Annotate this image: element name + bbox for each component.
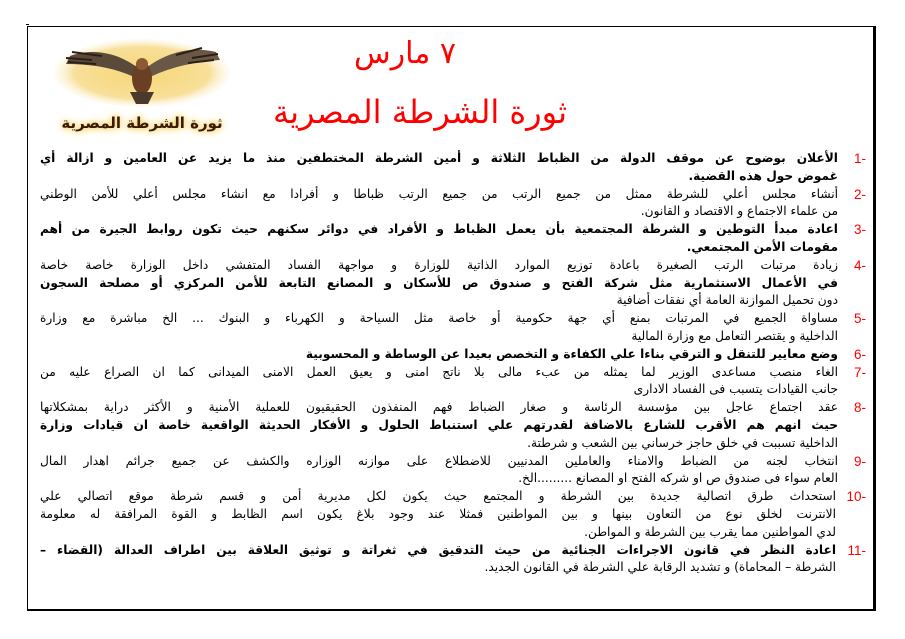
item-text xyxy=(40,542,836,578)
item-line: الغاء منصب مساعدى الوزير لما يمثله من عبء مالى بلا ناتج امنى و يعيق العمل الامنى الميدانى كما ان الصراع عليه من xyxy=(40,364,838,379)
item-line: الأعلان بوضوح عن موقف الدولة من الظباط الثلاثة و أمين الشرطة المختطفين منذ ما يزيد عن العامين و ازالة أي xyxy=(40,151,838,165)
list-item xyxy=(40,542,866,578)
list-item xyxy=(40,399,866,452)
frame-corner-mark xyxy=(26,24,29,25)
item-text xyxy=(40,221,838,257)
item-text xyxy=(40,364,838,400)
item-line: العام سواء فى صندوق ص او شركه الفتح او المصانع .........الخ. xyxy=(518,471,838,486)
item-text xyxy=(40,186,838,222)
item-line: أنشاء مجلس أعلي للشرطة ممثل من جميع الرتب من جميع الرتب ظباطا و أفرادا مع انشاء مجلس أعلي للأمن الوطني xyxy=(40,186,838,201)
item-number: 3- xyxy=(853,222,866,238)
item-line: جانب القيادات يتسبب فى الفساد الادارى xyxy=(633,382,838,397)
list-item xyxy=(40,488,866,541)
item-line: مقومات الأمن المجتمعي. xyxy=(686,239,838,254)
item-line: الشرطة – المحاماة) و تشديد الرقابة علي الشرطة في القانون الجديد. xyxy=(484,560,836,575)
item-text xyxy=(40,150,838,186)
list-item xyxy=(40,257,866,310)
list-item xyxy=(40,221,866,257)
list-item xyxy=(40,346,866,364)
item-line: في الأعمال الاستثمارية مثل شركة الفتح و صندوق ص للأسكان و المصانع التابعة للأمن المركزي أو مصلحة السجون xyxy=(40,275,838,290)
item-text xyxy=(40,346,838,364)
demands-list xyxy=(40,150,866,577)
item-number: 10- xyxy=(846,489,866,505)
item-line: لدي المواطنين مما يقرب بين الشرطة و المواطن. xyxy=(584,524,836,539)
date-title: ٧ مارس xyxy=(354,36,456,71)
item-line: من علماء الاجتماع و الاقتصاد و القانون. xyxy=(640,204,838,219)
item-text xyxy=(40,453,838,489)
item-text xyxy=(40,310,838,346)
item-line: حيث انهم هم الأقرب للشارع بالاضافة لقدرتهم علي استنباط الحلول و الأفكار الحديثة الواقعية خاصة ان قيادات وزارة xyxy=(40,417,838,432)
item-line: اعادة مبدأ التوطين و الشرطة المجتمعية بأن يعمل الظباط و الأفراد في دوائر سكنهم حيث تكون روابط الجيرة من أهم xyxy=(40,222,838,237)
item-number: 2- xyxy=(853,186,866,202)
list-item xyxy=(40,186,866,222)
item-text xyxy=(40,399,838,452)
item-line: الانترنت لخلق نوع من التعاون بينها و بين المواطنين فمثلا عند وجود بلاغ يكون اسم الظابط و القوة المرافقة له معلومة xyxy=(40,506,836,521)
item-line: زيادة مرتبات الرتب الصغيرة باعادة توزيع الموارد الذاتية للوزارة و مواجهة الفساد المتفشي داخل الوزارة خاصة خاصة xyxy=(40,257,838,272)
item-line: مساواة الجميع في المرتبات بمنع أي جهة حكومية أو خاصة مثل السياحة و الكهرباء و البنوك ... الخ مباشرة مع وزارة xyxy=(40,311,838,326)
item-text xyxy=(40,488,836,541)
list-item xyxy=(40,310,866,346)
list-item xyxy=(40,364,866,400)
item-line: عقد اجتماع عاجل بين مؤسسة الرئاسة و صغار الضباط فهم المنفذون الحقيقيون للعملية الأمنية و الأكثر دراية بمشكلاتها xyxy=(40,400,838,415)
item-line: وضع معايير للتنقل و الترقي بناءا علي الكفاءة و التخصص بعيدا عن الوساطة و المحسوبية xyxy=(305,346,838,361)
item-number: 9- xyxy=(853,453,866,469)
list-item xyxy=(40,453,866,489)
logo xyxy=(52,38,232,138)
item-number: 7- xyxy=(853,364,866,380)
item-line: دون تحميل الموازنة العامة أي نفقات أضافية xyxy=(616,293,838,308)
item-line: الداخلية و يقتصر التعامل مع وزارة المالية xyxy=(631,328,838,343)
item-line: انتخاب لجنه من الضباط والامناء والعاملين المدنيين للاضطلاع على موازنه الوزاره والكشف عن جميع جرائم اهدار المال xyxy=(40,453,838,468)
item-number: 8- xyxy=(853,400,866,416)
item-line: استحداث طرق اتصالية جديدة بين الشرطة و المجتمع حيث يكون لكل مديرية أمن و قسم شرطة موقع اتصالي علي xyxy=(40,489,836,504)
item-number: 5- xyxy=(853,311,866,327)
list-item xyxy=(40,150,866,186)
item-number: 1- xyxy=(853,151,866,166)
main-title: ثورة الشرطة المصرية xyxy=(272,93,568,131)
item-line: اعادة النظر في قانون الاجراءات الجنائية من حيث التدقيق في ثغراتة و توثيق العلاقة بين اطراف العدالة (القضاء – xyxy=(40,542,836,557)
item-line: الداخلية تسببت في خلق حاجز خرساني بين الشعب و شرطتة. xyxy=(527,435,838,450)
eagle-icon xyxy=(52,38,232,113)
item-text xyxy=(40,257,838,310)
item-line: غموض حول هذه القضية. xyxy=(688,168,838,183)
logo-caption: ثورة الشرطة المصرية xyxy=(61,114,223,132)
item-number: 4- xyxy=(853,257,866,273)
item-number: 6- xyxy=(853,346,866,362)
item-number: 11- xyxy=(847,542,866,558)
